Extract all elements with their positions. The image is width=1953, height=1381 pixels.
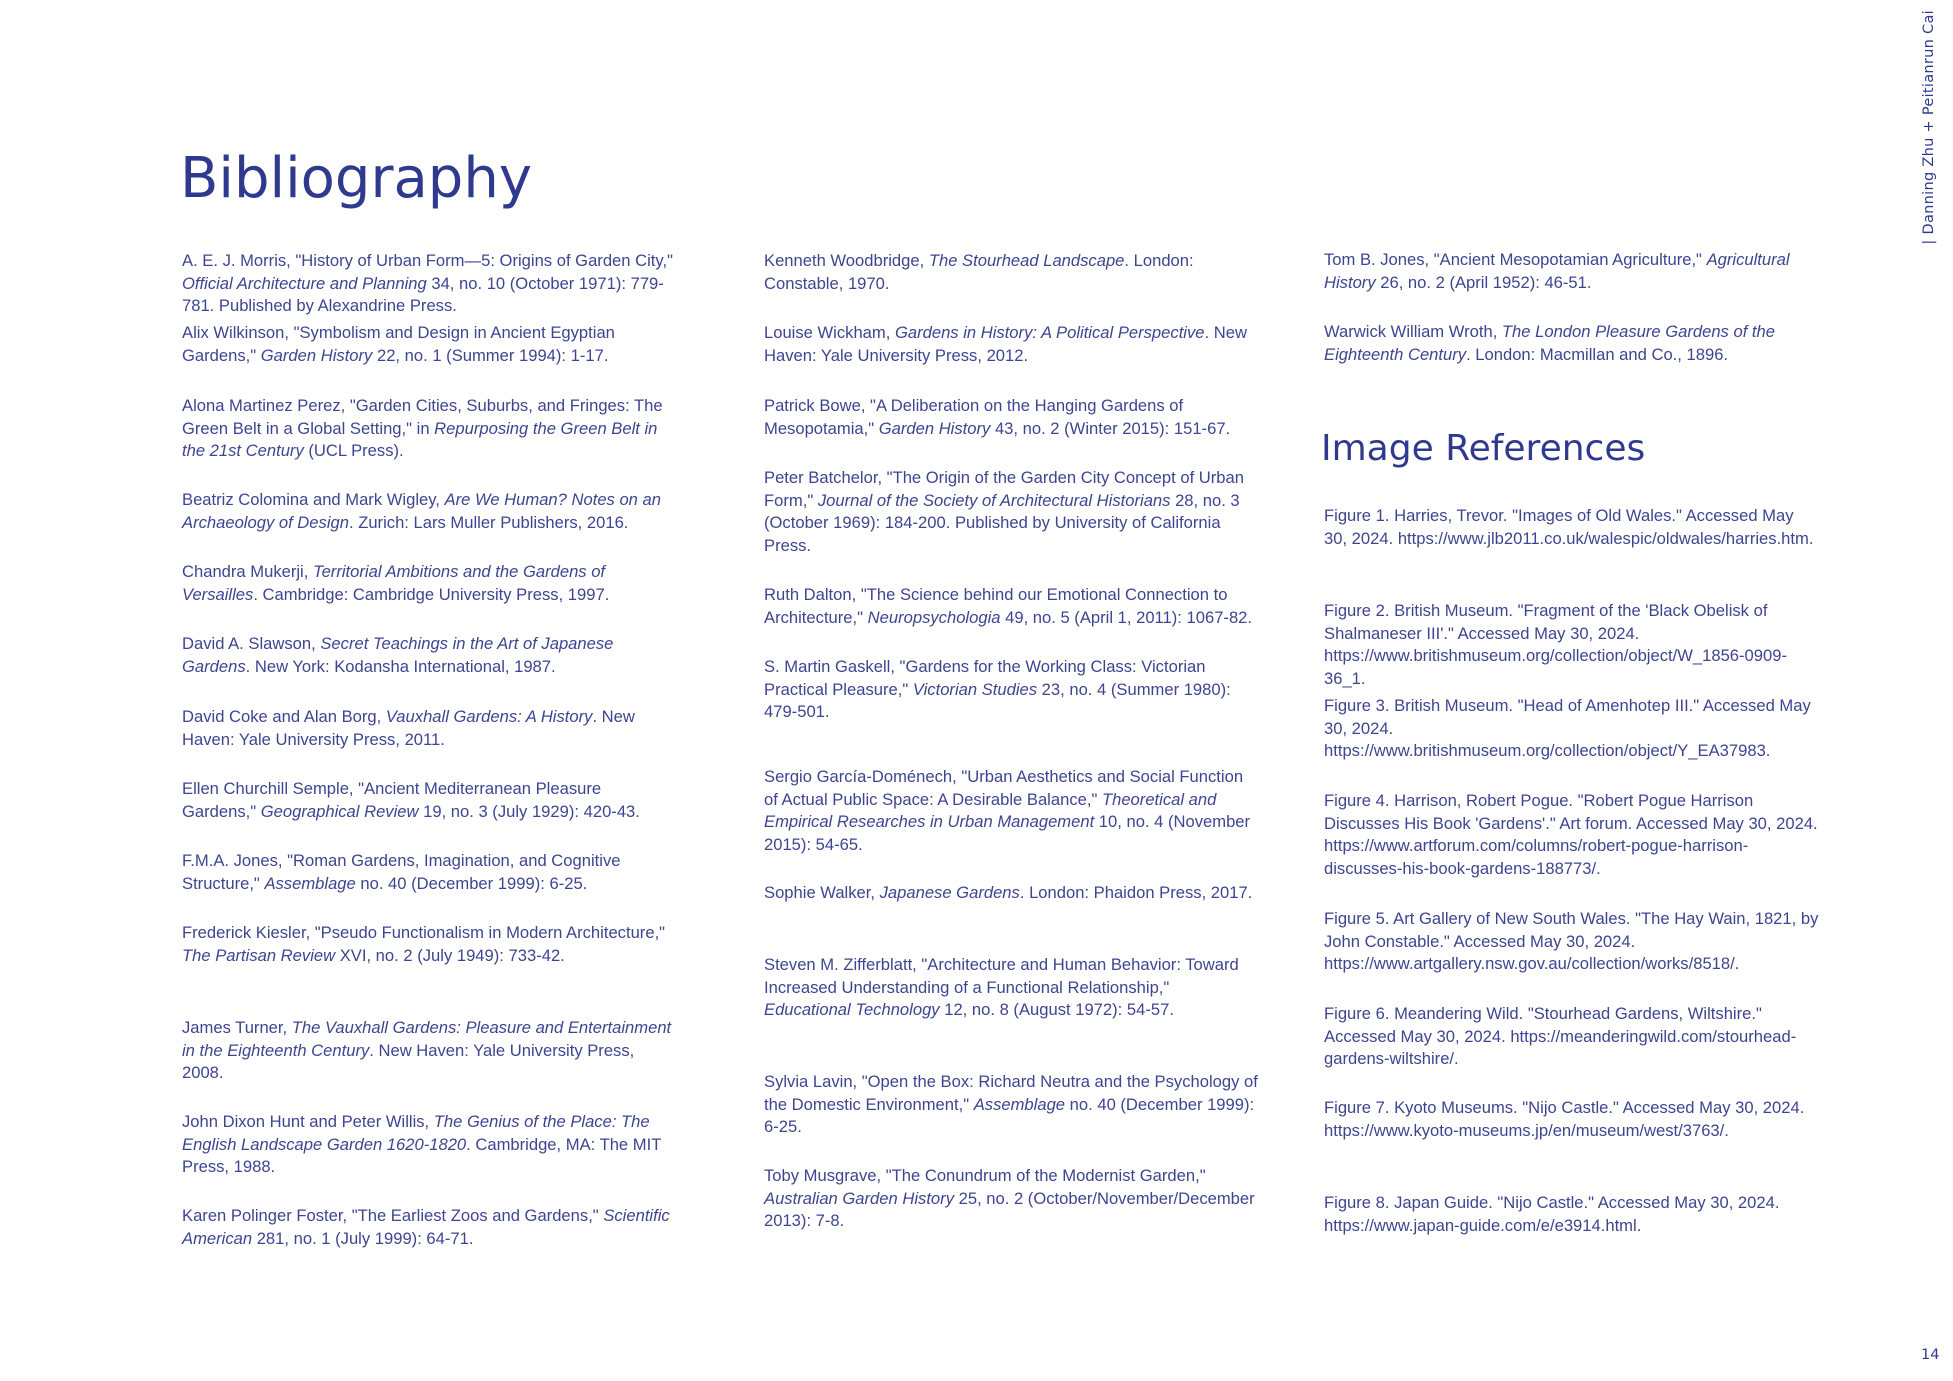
citation-italic-title: Territorial Ambitions and the Gardens of Versailles [182,562,606,604]
citation-text: Warwick William Wroth, [1324,322,1502,341]
citation-text: Ellen Churchill Semple, "Ancient Mediterranean Pleasure Gardens," [182,779,602,821]
image-reference-entry: Figure 3. British Museum. "Head of Amenhotep III." Accessed May 30, 2024. https://www.britishmuseum.org/collection/object/Y_EA37983. [1324,696,1811,760]
citation-italic-title: Are We Human? Notes on an Archaeology of Design [182,490,661,532]
page-number: 14 [1921,1347,1940,1363]
bibliography-entry [182,561,677,606]
citation-italic-title: The Partisan Review [182,945,336,965]
image-reference-entry: Figure 1. Harries, Trevor. "Images of Old Wales." Accessed May 30, 2024. https://www.jlb2011.co.uk/walespic/oldwales/harries.htm. [1324,506,1814,548]
citation-italic-title: Australian Garden History [764,1188,954,1208]
citation-italic-title: The Genius of the Place: The English Landscape Garden 1620-1820 [182,1112,650,1154]
citation-text: 10, no. 4 (November 2015): 54-65. [764,812,1251,854]
bibliography-entry [182,1111,677,1179]
author-credit-text: | Danning Zhu + Peitianrun Cai [1921,10,1937,245]
citation-text: 49, no. 5 (April 1, 2011): 1067-82. [1000,607,1253,627]
citation-text: Ruth Dalton, "The Science behind our Emotional Connection to Architecture," [764,585,1228,627]
image-references-heading: Image References [1321,428,1646,469]
bibliography-entry [764,656,1259,724]
citation-text: 12, no. 8 (August 1972): 54-57. [939,1000,1174,1019]
bibliography-entry [182,489,677,534]
image-reference-entry: Figure 7. Kyoto Museums. "Nijo Castle." Accessed May 30, 2024. https://www.kyoto-museums.jp/en/museum/west/3763/. [1324,1098,1805,1140]
bibliography-entry [764,250,1259,295]
citation-italic-title: Victorian Studies [912,679,1038,699]
citation-italic-title: Journal of the Society of Architectural Historians [817,490,1171,510]
citation-text: . London: Phaidon Press, 2017. [1019,883,1253,902]
citation-text: Karen Polinger Foster, "The Earliest Zoos and Gardens," [182,1206,604,1225]
citation-italic-title: Japanese Gardens [879,883,1020,902]
citation-italic-title: Secret Teachings in the Art of Japanese Gardens [182,634,614,676]
citation-text: Sylvia Lavin, "Open the Box: Richard Neutra and the Psychology of the Domestic Environment," [764,1072,1258,1114]
citation-text: Frederick Kiesler, "Pseudo Functionalism in Modern Architecture," [182,923,666,942]
citation-italic-title: Scientific American [182,1206,670,1248]
citation-text: A. E. J. Morris, "History of Urban Form—5: Origins of Garden City," [182,251,673,270]
citation-italic-title: Neuropsychologia [867,607,1001,627]
bibliography-entry [182,922,677,967]
bibliography-entry [764,584,1259,629]
citation-text: (UCL Press). [303,441,404,460]
citation-italic-title: Repurposing the Green Belt in the 21st Century [182,418,658,460]
bibliography-entry [1324,249,1819,294]
citation-text: 23, no. 4 (Summer 1980): 479-501. [764,679,1231,721]
citation-text: Peter Batchelor, "The Origin of the Garden City Concept of Urban Form," [764,468,1244,510]
citation-italic-title: The London Pleasure Gardens of the Eighteenth Century [1324,322,1775,364]
bibliography-entry [764,395,1259,440]
bibliography-entry [764,1071,1259,1139]
bibliography-entry [182,633,677,678]
citation-text: Chandra Mukerji, [182,562,313,581]
citation-text: Sophie Walker, [764,883,880,902]
citation-text: Toby Musgrave, "The Conundrum of the Modernist Garden," [764,1166,1206,1185]
citation-italic-title: Geographical Review [260,801,419,821]
citation-text: Alona Martinez Perez, "Garden Cities, Suburbs, and Fringes: The Green Belt in a Global Setting," in [182,396,663,438]
citation-text: . New Haven: Yale University Press, 2011. [182,707,635,749]
bibliography-entry [182,395,677,463]
citation-text: 25, no. 2 (October/November/December 2013): 7-8. [764,1188,1255,1230]
bibliography-entry [182,706,677,751]
citation-text: 43, no. 2 (Winter 2015): 151-67. [990,418,1231,438]
citation-text: David Coke and Alan Borg, [182,707,386,726]
image-reference-entry: Figure 4. Harrison, Robert Pogue. "Robert Pogue Harrison Discusses His Book 'Gardens'." Art forum. Accessed May 30, 2024. https://www.artforum.com/columns/robert-pogue-harrison-discusses-his-book-gardens-188773/. [1324,791,1818,878]
citation-text: 34, no. 10 (October 1971): 779-781. Published by Alexandrine Press. [182,273,664,315]
bibliography-entry [182,250,677,318]
bibliography-entry [764,882,1259,905]
citation-text: Patrick Bowe, "A Deliberation on the Hanging Gardens of Mesopotamia," [764,396,1184,438]
citation-italic-title: Gardens in History: A Political Perspective [894,323,1205,342]
citation-text: S. Martin Gaskell, "Gardens for the Working Class: Victorian Practical Pleasure," [764,657,1206,699]
citation-text: . New Haven: Yale University Press, 2008. [182,1040,635,1082]
citation-text: 281, no. 1 (July 1999): 64-71. [252,1228,474,1248]
citation-text: . Zurich: Lars Muller Publishers, 2016. [348,512,629,532]
citation-italic-title: Official Architecture and Planning [182,273,427,293]
citation-italic-title: Assemblage [973,1094,1066,1114]
citation-text: . New York: Kodansha International, 1987. [245,656,556,676]
bibliography-entry [764,1165,1259,1233]
citation-text: John Dixon Hunt and Peter Willis, [182,1112,434,1131]
citation-text: . New Haven: Yale University Press, 2012. [764,323,1247,365]
citation-text: 22, no. 1 (Summer 1994): 1-17. [372,345,609,365]
citation-text: Louise Wickham, [764,323,895,342]
citation-text: . Cambridge: Cambridge University Press, 1997. [253,584,610,604]
citation-text: . London: Constable, 1970. [764,251,1194,293]
citation-text: Kenneth Woodbridge, [764,251,929,270]
bibliography-entry [182,850,677,895]
citation-text: Sergio García-Doménech, "Urban Aesthetics and Social Function of Actual Public Space: A Desirable Balance," [764,767,1244,809]
bibliography-entry [182,1017,677,1085]
citation-text: Tom B. Jones, "Ancient Mesopotamian Agriculture," [1324,250,1707,269]
bibliography-entry [182,778,677,823]
bibliography-entry [182,1205,677,1250]
bibliography-entry [764,467,1259,557]
author-credit [1916,10,1942,270]
citation-italic-title: The Stourhead Landscape [928,251,1125,270]
citation-text: 19, no. 3 (July 1929): 420-43. [418,801,640,821]
image-reference-entry: Figure 5. Art Gallery of New South Wales. "The Hay Wain, 1821, by John Constable." Accessed May 30, 2024. https://www.artgallery.nsw.gov.au/collection/works/8518/. [1324,909,1819,973]
bibliography-entry [764,322,1259,367]
bibliography-entry [764,766,1259,856]
citation-text: . Cambridge, MA: The MIT Press, 1988. [182,1134,662,1176]
citation-text: 28, no. 3 (October 1969): 184-200. Published by University of California Press. [764,490,1240,555]
citation-italic-title: Vauxhall Gardens: A History [385,707,593,726]
image-reference-entry: Figure 8. Japan Guide. "Nijo Castle." Accessed May 30, 2024. https://www.japan-guide.com/e/e3914.html. [1324,1193,1780,1235]
bibliography-entry [182,322,677,367]
citation-text: F.M.A. Jones, "Roman Gardens, Imagination, and Cognitive Structure," [182,851,621,893]
image-reference-entry: Figure 6. Meandering Wild. "Stourhead Gardens, Wiltshire." Accessed May 30, 2024. https://meanderingwild.com/stourhead-gardens-wiltshire/. [1324,1004,1797,1068]
citation-text: no. 40 (December 1999): 6-25. [355,873,588,893]
citation-text: David A. Slawson, [182,634,321,653]
bibliography-entry [1324,321,1819,366]
citation-italic-title: The Vauxhall Gardens: Pleasure and Entertainment in the Eighteenth Century [182,1018,672,1060]
citation-italic-title: Garden History [878,418,991,438]
citation-text: 26, no. 2 (April 1952): 46-51. [1375,272,1592,292]
citation-text: no. 40 (December 1999): 6-25. [764,1094,1255,1136]
citation-text: Steven M. Zifferblatt, "Architecture and Human Behavior: Toward Increased Understanding of a Functional Relationship," [764,955,1239,997]
citation-text: XVI, no. 2 (July 1949): 733-42. [335,945,565,965]
bibliography-heading: Bibliography [180,146,532,211]
citation-text: . London: Macmillan and Co., 1896. [1466,344,1729,364]
citation-italic-title: Educational Technology [764,1000,940,1019]
citation-text: Alix Wilkinson, "Symbolism and Design in Ancient Egyptian Gardens," [182,323,615,365]
citation-italic-title: Theoretical and Empirical Researches in Urban Management [764,789,1217,831]
citation-text: Beatriz Colomina and Mark Wigley, [182,490,445,509]
citation-italic-title: Assemblage [264,873,356,893]
citation-italic-title: Agricultural History [1324,250,1790,292]
citation-italic-title: Garden History [260,345,373,365]
image-reference-entry: Figure 2. British Museum. "Fragment of the 'Black Obelisk of Shalmaneser III'." Accessed May 30, 2024. https://www.britishmuseum.org/collection/object/W_1856-0909-36_1. [1324,601,1787,688]
citation-text: James Turner, [182,1018,292,1037]
bibliography-entry [764,954,1259,1022]
